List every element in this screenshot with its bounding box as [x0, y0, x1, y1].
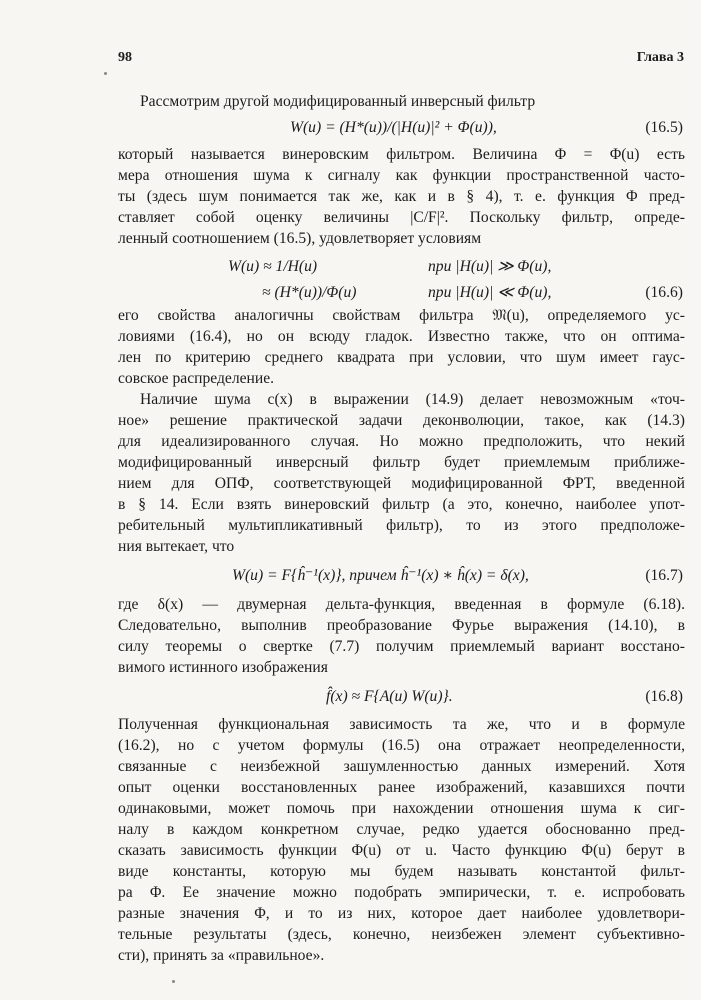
- text-line: опыт оценки восстановленных ранее изображений, казавшихся почти: [118, 779, 685, 796]
- text-line: мера отношения шума к сигналу как функции пространственной часто-: [118, 167, 685, 184]
- text-line: Наличие шума c(x) в выражении (14.9) делает невозможным «точ-: [140, 391, 685, 408]
- text-line: (16.2), но с учетом формулы (16.5) она отражает неопределенности,: [118, 737, 685, 754]
- text-line: связанные с неизбежной зашумленностью данных измерений. Хотя: [118, 758, 685, 775]
- text-line: ловиями (16.4), но он всюду гладок. Известно также, что он оптима-: [118, 328, 685, 345]
- equation-number: (16.7): [645, 567, 683, 584]
- text-line: ребительный мультипликативный фильтр), то из этого предположе-: [118, 517, 685, 534]
- equation-16-6-condition-1: при |H(u)| ≫ Φ(u),: [428, 258, 552, 275]
- text-line: ра Φ. Ее значение можно подобрать эмпирически, т. е. испробовать: [118, 884, 685, 901]
- equation-16-8: f̂(x) ≈ F{A(u) W(u)}.: [326, 688, 453, 705]
- equation-16-6-line-2: ≈ (H*(u))/Φ(u): [262, 284, 357, 301]
- equation-number: (16.6): [645, 284, 683, 301]
- text-line: Полученная функциональная зависимость та же, что и в формуле: [118, 716, 685, 733]
- text-line: ты (здесь шум понимается так же, как и в § 4), т. е. функция Φ пред-: [118, 188, 685, 205]
- equation-number: (16.5): [645, 119, 683, 136]
- text-line: сти), принять за «правильное».: [118, 947, 325, 964]
- text-line: вимого истинного изображения: [118, 659, 328, 676]
- text-line: разные значения Φ, и то из них, которое дает наиболее удовлетвори-: [118, 905, 685, 922]
- text-line: силу теоремы о свертке (7.7) получим приемлемый вариант восстано-: [118, 638, 685, 655]
- chapter-header: Глава 3: [636, 50, 684, 65]
- scan-speck: [104, 72, 107, 75]
- text-line: Рассмотрим другой модифицированный инверсный фильтр: [140, 93, 536, 110]
- text-line: совское распределение.: [118, 370, 275, 387]
- text-line: где δ(x) — двумерная дельта-функция, введенная в формуле (6.18).: [118, 596, 685, 613]
- text-line: его свойства аналогичны свойствам фильтра 𝔐(u), определяемого ус-: [118, 307, 685, 324]
- equation-16-6-line-1: W(u) ≈ 1/H(u): [228, 258, 318, 275]
- text-line: Следовательно, выполнив преобразование Фурье выражения (14.10), в: [118, 617, 685, 634]
- equation-number: (16.8): [645, 688, 683, 705]
- equation-16-7: W(u) = F{ĥ⁻¹(x)}, причем ĥ⁻¹(x) ∗ ĥ(x) = δ(x),: [232, 567, 529, 584]
- text-line: лен по критерию среднего квадрата при условии, что шум имеет гаус-: [118, 349, 685, 366]
- text-line: модифицированный инверсный фильтр будет приемлемым приближе-: [118, 454, 685, 471]
- page-number: 98: [118, 50, 132, 65]
- text-line: который называется винеровским фильтром. Величина Φ = Φ(u) есть: [118, 146, 685, 163]
- scan-speck: [172, 980, 175, 983]
- text-line: ния вытекает, что: [118, 538, 235, 555]
- equation-16-6-condition-2: при |H(u)| ≪ Φ(u),: [428, 284, 552, 301]
- text-line: сказать зависимость функции Φ(u) от u. Часто функцию Φ(u) берут в: [118, 842, 685, 859]
- text-line: в § 14. Если взять винеровский фильтр (а это, конечно, наиболее упот-: [118, 496, 685, 513]
- text-line: для идеализированного случая. Но можно предположить, что некий: [118, 433, 685, 450]
- text-line: нием для ОПФ, соответствующей модифицированной ФРТ, введенной: [118, 475, 685, 492]
- text-line: налу в каждом конкретном случае, редко удается обоснованно пред-: [118, 821, 685, 838]
- text-line: ставляет собой оценку величины |C/F|². Поскольку фильтр, опреде-: [118, 209, 685, 226]
- text-line: ленный соотношением (16.5), удовлетворяет условиям: [118, 230, 482, 247]
- text-line: тельные результаты (здесь, конечно, неизбежен элемент субъективно-: [118, 926, 685, 943]
- text-line: виде константы, которую мы будем называть константой фильт-: [118, 863, 685, 880]
- text-line: ное» решение практической задачи деконволюции, такое, как (14.3): [118, 412, 685, 429]
- equation-16-5: W(u) = (H*(u))/(|H(u)|² + Φ(u)),: [290, 119, 497, 136]
- text-line: одинаковыми, может помочь при нахождении отношения шума к сиг-: [118, 800, 685, 817]
